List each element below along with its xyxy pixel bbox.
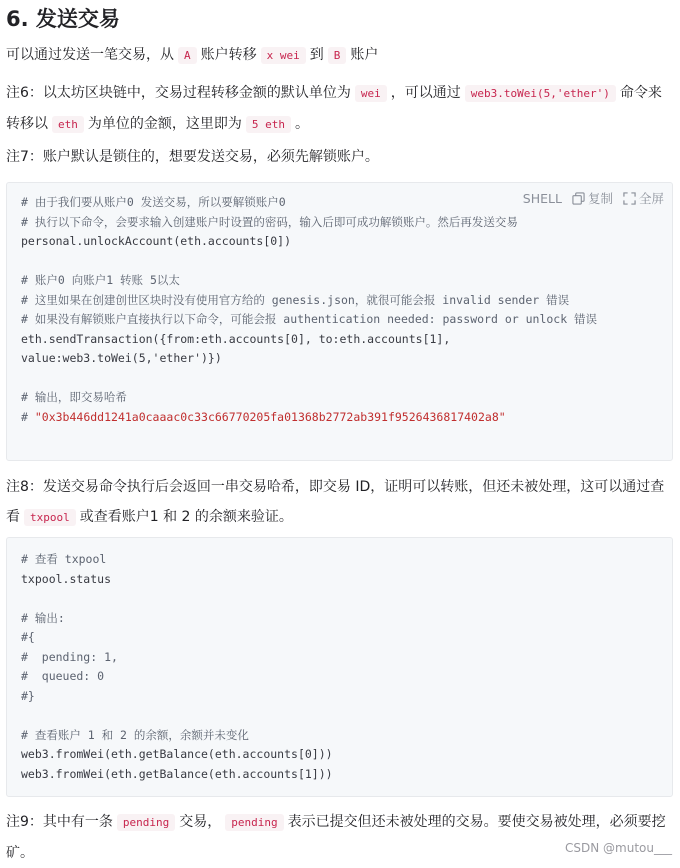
note-8-paragraph xyxy=(6,472,674,533)
code-comment: # 输出: xyxy=(21,610,65,625)
inline-code: pending xyxy=(117,814,175,831)
text: 表示已提交但还未被处理的交易。要使交易被处理，必须要挖矿。 xyxy=(6,814,666,861)
watermark: CSDN @mutou___ xyxy=(565,841,672,855)
code-comment: #{ xyxy=(21,630,35,644)
text: 命令来转移以 xyxy=(6,85,662,132)
intro-paragraph xyxy=(6,40,674,71)
inline-code: txpool xyxy=(24,509,76,526)
inline-code: 5 eth xyxy=(246,116,291,133)
fullscreen-icon xyxy=(623,192,636,205)
text: 注9：其中有一条 xyxy=(6,814,113,830)
text: 注8：发送交易命令执行后会返回一串交易哈希，即交易 ID，证明可以转账，但还未被处理，这可以通过查看 xyxy=(6,479,665,525)
code-line: web3.fromWei(eth.getBalance(eth.accounts[0])) xyxy=(21,747,333,761)
copy-icon xyxy=(572,192,585,205)
code-comment: # 这里如果在创建创世区块时没有使用官方给的 genesis.json，就很可能会报 invalid sender 错误 xyxy=(21,292,570,307)
text: 账户 xyxy=(350,47,379,63)
inline-code: eth xyxy=(52,116,84,133)
copy-label: 复制 xyxy=(587,191,613,206)
text: 为单位的金额，这里即为 xyxy=(87,116,242,132)
code-comment: # 查看 txpool xyxy=(21,552,107,566)
code-comment: # 输出，即交易哈希 xyxy=(21,390,127,404)
text: 注6：以太坊区块链中，交易过程转移金额的默认单位为 xyxy=(6,85,351,101)
language-label: SHELL xyxy=(522,190,562,206)
inline-code: web3.toWei(5,'ether') xyxy=(465,85,616,102)
code-comment: # pending: 1, xyxy=(21,649,118,664)
section-heading: 6. 发送交易 xyxy=(6,7,120,31)
text: 交易， xyxy=(179,814,222,830)
code-comment: # queued: 0 xyxy=(21,669,105,683)
code-line: eth.sendTransaction({from:eth.accounts[0], to:eth.accounts[1], xyxy=(21,331,451,346)
inline-code: x wei xyxy=(261,47,306,64)
text: ，可以通过 xyxy=(390,85,461,101)
code-comment: # 由于我们要从账户0 发送交易，所以要解锁账户0 xyxy=(21,195,286,209)
code-line: value:web3.toWei(5,'ether')}) xyxy=(21,351,222,365)
text: 可以通过发送一笔交易，从 xyxy=(6,47,174,63)
inline-code: A xyxy=(178,47,197,64)
code-comment: # 执行以下命令，会要求输入创建账户时设置的密码，输入后即可成功解锁账户。然后再发送交易 xyxy=(21,214,518,229)
code-line: txpool.status xyxy=(21,571,112,586)
inline-code: B xyxy=(328,47,347,64)
text: 账户转移 xyxy=(200,47,257,63)
code-line: personal.unlockAccount(eth.accounts[0]) xyxy=(21,234,292,248)
note-6-paragraph xyxy=(6,78,674,140)
code-block-2 xyxy=(6,537,673,797)
code-comment: #} xyxy=(21,688,35,703)
code-string: "0x3b446dd1241a0caaac0c33c66770205fa01368b2772ab391f9526436817402a8" xyxy=(34,409,506,424)
code-line: web3.fromWei(eth.getBalance(eth.accounts[1])) xyxy=(21,766,333,781)
code-comment: # 查看账户 1 和 2 的余额，余额并未变化 xyxy=(21,727,249,742)
code-block-1 xyxy=(6,182,673,461)
code-comment: # 账户0 向账户1 转账 5以太 xyxy=(21,273,180,287)
fullscreen-label: 全屏 xyxy=(638,191,664,206)
text: 或查看账户1 和 2 的余额来验证。 xyxy=(79,509,293,525)
inline-code: wei xyxy=(355,85,387,102)
note-7-paragraph: 注7：账户默认是锁住的，想要发送交易，必须先解锁账户。 xyxy=(6,149,379,165)
code-toolbar xyxy=(523,189,664,207)
note-9-paragraph xyxy=(6,807,674,868)
text: 到 xyxy=(309,47,324,63)
code-comment: # 如果没有解锁账户直接执行以下命令，可能会报 authentication needed: password or unlock 错误 xyxy=(21,312,598,326)
code-content xyxy=(21,193,658,427)
inline-code: pending xyxy=(225,814,283,831)
fullscreen-button[interactable] xyxy=(623,189,664,207)
code-content xyxy=(21,550,658,784)
copy-button[interactable] xyxy=(572,189,613,207)
code-comment: # xyxy=(21,409,35,424)
text: 。 xyxy=(295,116,309,132)
